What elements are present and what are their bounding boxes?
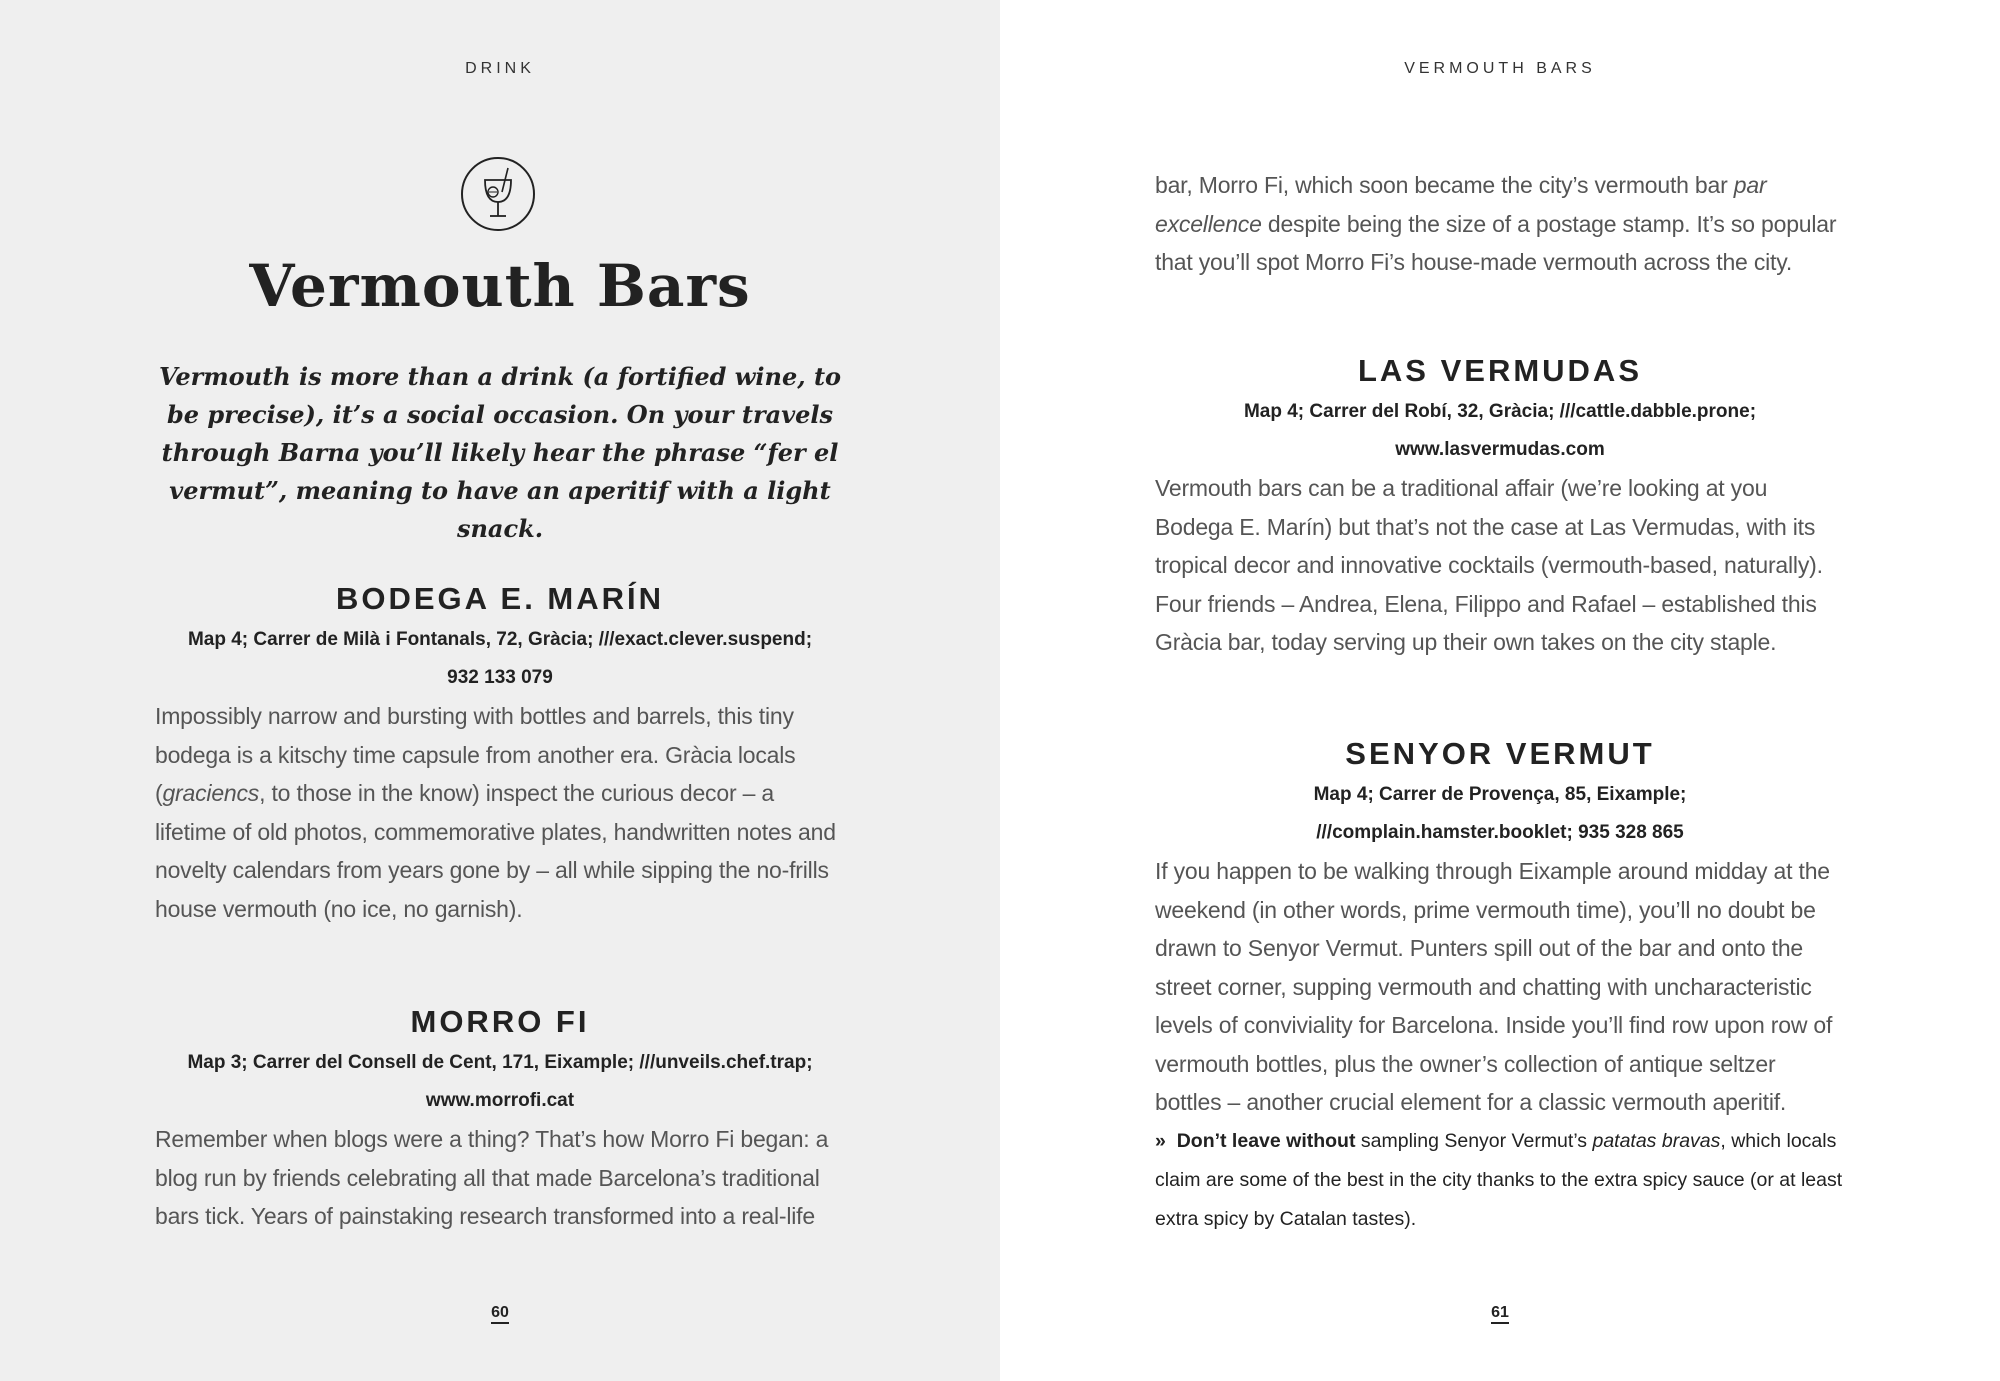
venue-address <box>1155 776 1845 852</box>
page-number-left <box>0 1304 1000 1322</box>
description-part-2: , to those in the know) inspect the curious decor – a lifetime of old photos, commemorative plates, handwritten notes and novelty calendars from years gone by – all while sipping the no-frills house vermouth (no ice, no garnish). <box>155 780 836 922</box>
venue-description: If you happen to be walking through Eixample around midday at the weekend (in other words, prime vermouth time), you’ll no doubt be drawn to Senyor Vermut. Punters spill out of the bar and onto the street corner, supping vermouth and chatting with uncharacteristic levels of conviviality for Barcelona. Inside you’ll find row upon row of vermouth bottles, plus the owner’s collection of antique seltzer bottles – another crucial element for a classic vermouth aperitif. <box>1155 858 1833 1115</box>
venue-address <box>155 1044 845 1120</box>
page-number-text: 60 <box>491 1304 509 1324</box>
page-number-right <box>1000 1304 2000 1322</box>
venue-name: LAS VERMUDAS <box>1357 353 1642 388</box>
page-number-text: 61 <box>1491 1304 1509 1324</box>
venue-name: BODEGA E. MARÍN <box>335 581 665 616</box>
address-line-1: Map 4; Carrer del Robí, 32, Gràcia; ///cattle.dabble.prone; <box>1243 401 1757 422</box>
address-line-2: 932 133 079 <box>447 667 553 688</box>
continued-italic: par excellence <box>1155 172 1767 237</box>
venue-address <box>155 621 845 697</box>
tip-marker-icon: » <box>1155 1129 1166 1152</box>
venue-description: Remember when blogs were a thing? That’s how Morro Fi began: a blog run by friends celebrating all that made Barcelona’s traditional bars tick. Years of painstaking research transformed into a real-life <box>155 1126 829 1229</box>
entry-las-vermudas <box>1155 349 1845 662</box>
continued-description <box>1155 166 1845 282</box>
running-head-left: DRINK <box>465 60 535 77</box>
address-line-2: www.lasvermudas.com <box>1395 439 1605 460</box>
venue-address <box>1155 393 1845 469</box>
venue-description <box>155 697 845 928</box>
running-head-right: VERMOUTH BARS <box>1404 60 1596 77</box>
cocktail-glass-icon <box>460 156 536 232</box>
tip-part-1: sampling Senyor Vermut’s <box>1355 1129 1593 1152</box>
entry-senyor-vermut <box>1155 732 1845 1239</box>
address-line-2: ///complain.hamster.booklet; 935 328 865 <box>1316 822 1684 843</box>
description-italic: graciencs <box>162 780 260 806</box>
chapter-intro: Vermouth is more than a drink (a fortified wine, to be precise), it’s a social occasion. On your travels through Barna you’ll likely hear the phrase “fer el vermut”, meaning to have an aperitif with a light snack. <box>158 362 842 543</box>
address-line-1: Map 4; Carrer de Milà i Fontanals, 72, Gràcia; ///exact.clever.suspend; <box>187 629 813 650</box>
tip-part-2: , which locals claim are some of the best in the city thanks to the extra spicy sauce (or at least extra spicy by Catalan tastes). <box>1155 1129 1843 1230</box>
entry-morro-fi <box>155 1000 845 1236</box>
continued-text <box>1155 166 1845 282</box>
address-line-2: www.morrofi.cat <box>425 1090 575 1111</box>
right-page <box>1000 0 2000 1381</box>
tip-lead: Don’t leave without <box>1176 1129 1356 1152</box>
chapter-title: Vermouth Bars <box>249 252 751 320</box>
continued-part-1: bar, Morro Fi, which soon became the city’s vermouth bar <box>1155 172 1734 198</box>
tip-italic: patatas bravas <box>1592 1129 1721 1152</box>
dont-leave-tip <box>1155 1122 1845 1239</box>
address-line-1: Map 3; Carrer del Consell de Cent, 171, Eixample; ///unveils.chef.trap; <box>187 1052 813 1073</box>
venue-description: Vermouth bars can be a traditional affair (we’re looking at you Bodega E. Marín) but that’s not the case at Las Vermudas, with its tropical decor and innovative cocktails (vermouth-based, naturally). Four friends – Andrea, Elena, Filippo and Rafael – established this Gràcia bar, today serving up their own takes on the city staple. <box>1155 475 1823 655</box>
description-part-1: Impossibly narrow and bursting with bottles and barrels, this tiny bodega is a kitschy time capsule from another era. Gràcia locals ( <box>155 703 796 806</box>
entry-bodega-e-marin <box>155 577 845 928</box>
address-line-1: Map 4; Carrer de Provença, 85, Eixample; <box>1313 784 1687 805</box>
venue-name: MORRO FI <box>410 1004 590 1039</box>
venue-name: SENYOR VERMUT <box>1345 736 1655 771</box>
continued-part-2: despite being the size of a postage stamp. It’s so popular that you’ll spot Morro Fi’s house-made vermouth across the city. <box>1155 210 1837 275</box>
